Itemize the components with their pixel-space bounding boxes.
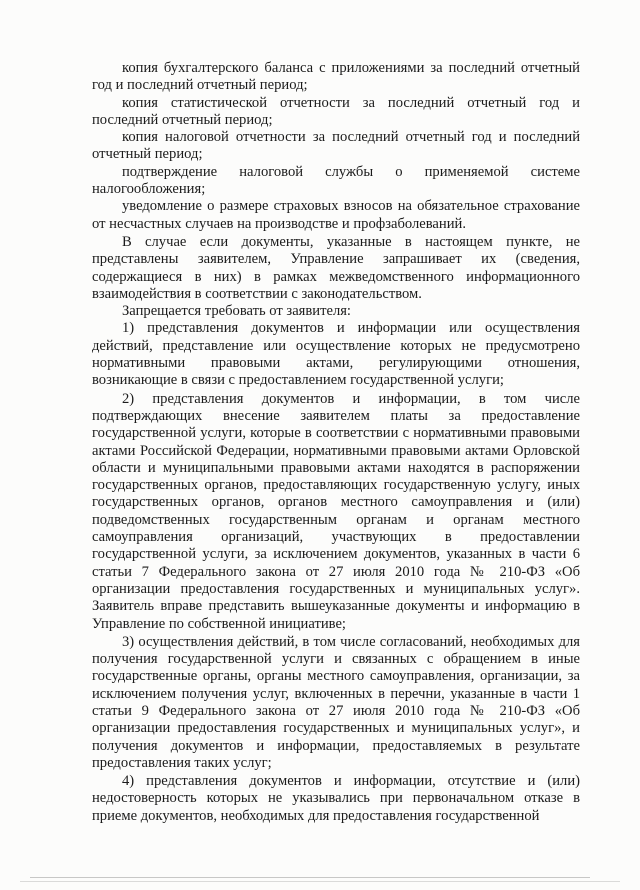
scan-artifact-line	[30, 877, 590, 878]
paragraph-item-4: 4) представления документов и информации, отсутствие и (или) недостоверность которых не указывались при первоначальном отказе в приеме документов, необходимых для предоставления государственной	[92, 773, 580, 824]
paragraph-item-1: 1) представления документов и информации или осуществления действий, представление или осуществление которых не предусмотрено нормативными правовыми актами, регулирующими отношения, возникающие в связи с предоставлением государственной услуги;	[92, 320, 580, 389]
paragraph-statistics-copy: копия статистической отчетности за последний отчетный год и последний отчетный период;	[92, 94, 580, 128]
paragraph-insurance-notice: уведомление о размере страховых взносов на обязательное страхование от несчастных случаев на производстве и профзаболеваний.	[92, 198, 580, 232]
paragraph-interagency-request: В случае если документы, указанные в настоящем пункте, не представлены заявителем, Управление запрашивает их (сведения, содержащиеся в них) в рамках межведомственного информационного взаимодействия в соответствии с законодательством.	[92, 233, 580, 302]
paragraph-prohibition-heading: Запрещается требовать от заявителя:	[122, 303, 351, 320]
scan-artifact-line	[20, 881, 620, 882]
document-body	[92, 60, 580, 825]
paragraph-item-2: 2) представления документов и информации, в том числе подтверждающих внесение заявителем платы за предоставление государственной услуги, которые в соответствии с нормативными правовыми актами Российской Федерации, нормативными правовыми актами Орловской области и муниципальными правовыми актами находятся в распоряжении государственных органов, предоставляющих государственную услугу, иных государственных органов, органов местного самоуправления и (или) подведомственных государственным органам и органам местного самоуправления организаций, участвующих в предоставлении государственной услуги, за исключением документов, указанных в части 6 статьи 7 Федерального закона от 27 июля 2010 года № 210-ФЗ «Об организации предоставления государственных и муниципальных услуг». Заявитель вправе представить вышеуказанные документы и информацию в Управление по собственной инициативе;	[92, 390, 580, 632]
paragraph-balance-copy: копия бухгалтерского баланса с приложениями за последний отчетный год и последний отчетный период;	[92, 60, 580, 94]
paragraph-tax-reporting-copy: копия налоговой отчетности за последний отчетный год и последний отчетный период;	[92, 129, 580, 163]
paragraph-tax-system-confirmation: подтверждение налоговой службы о применяемой системе налогообложения;	[92, 163, 580, 198]
paragraph-item-3: 3) осуществления действий, в том числе согласований, необходимых для получения государственной услуги и связанных с обращением в иные государственные органы, органы местного самоуправления, организации, за исключением получения услуг, включенных в перечни, указанные в части 1 статьи 9 Федерального закона от 27 июля 2010 года № 210-ФЗ «Об организации предоставления государственных и муниципальных услуг», и получения документов и информации, предоставляемых в результате предоставления таких услуг;	[92, 633, 580, 771]
